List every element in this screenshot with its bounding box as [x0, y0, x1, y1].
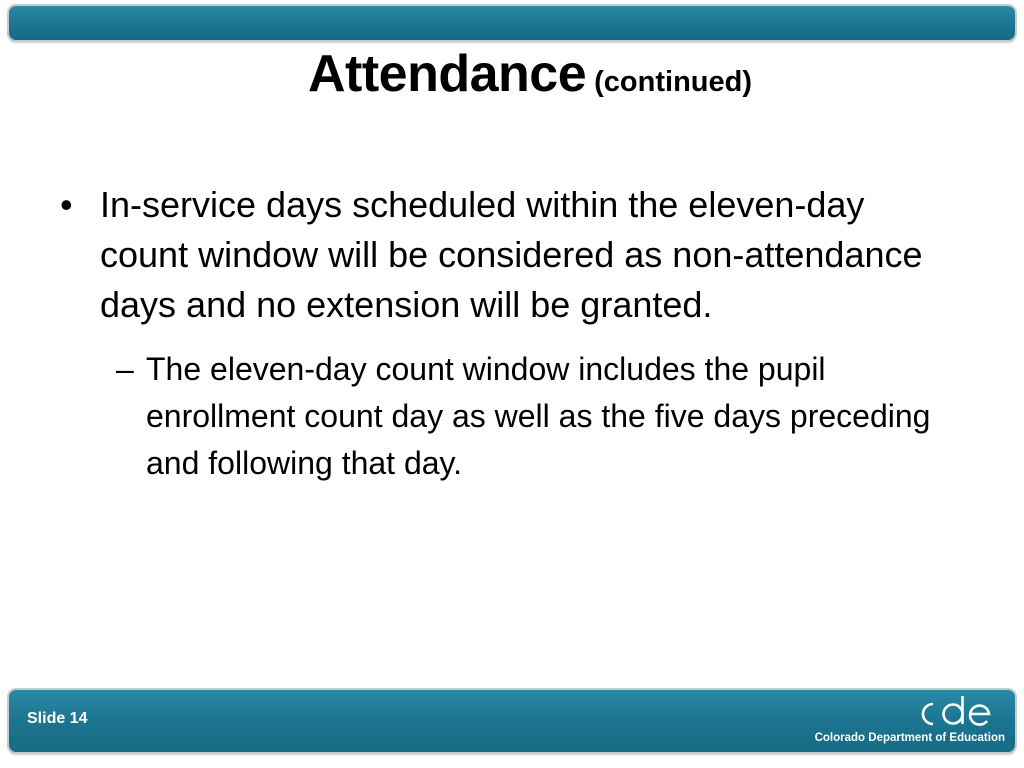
bullet-item [60, 180, 960, 330]
slide-number: Slide 14 [27, 710, 88, 727]
title-suffix: (continued) [594, 66, 752, 98]
sub-bullet-marker: – [116, 351, 134, 387]
footer-bar [9, 690, 1015, 752]
bullet-text: In-service days scheduled within the eleven-day count window will be considered as non-attendance days and no extension will be granted. [100, 184, 923, 325]
cde-logo [785, 694, 1005, 748]
title-main: Attendance [307, 45, 587, 103]
organization-name: Colorado Department of Education [814, 732, 1005, 744]
sub-bullet-text: The eleven-day count window includes the pupil enrollment count day as well as the five days preceding and following that day. [146, 351, 931, 481]
cde-logo-mark [785, 694, 1005, 734]
slide-content [60, 180, 960, 487]
slide-title [0, 44, 1024, 104]
sub-bullet-item [116, 346, 946, 487]
bullet-marker: • [60, 184, 73, 225]
header-bar [9, 6, 1015, 40]
